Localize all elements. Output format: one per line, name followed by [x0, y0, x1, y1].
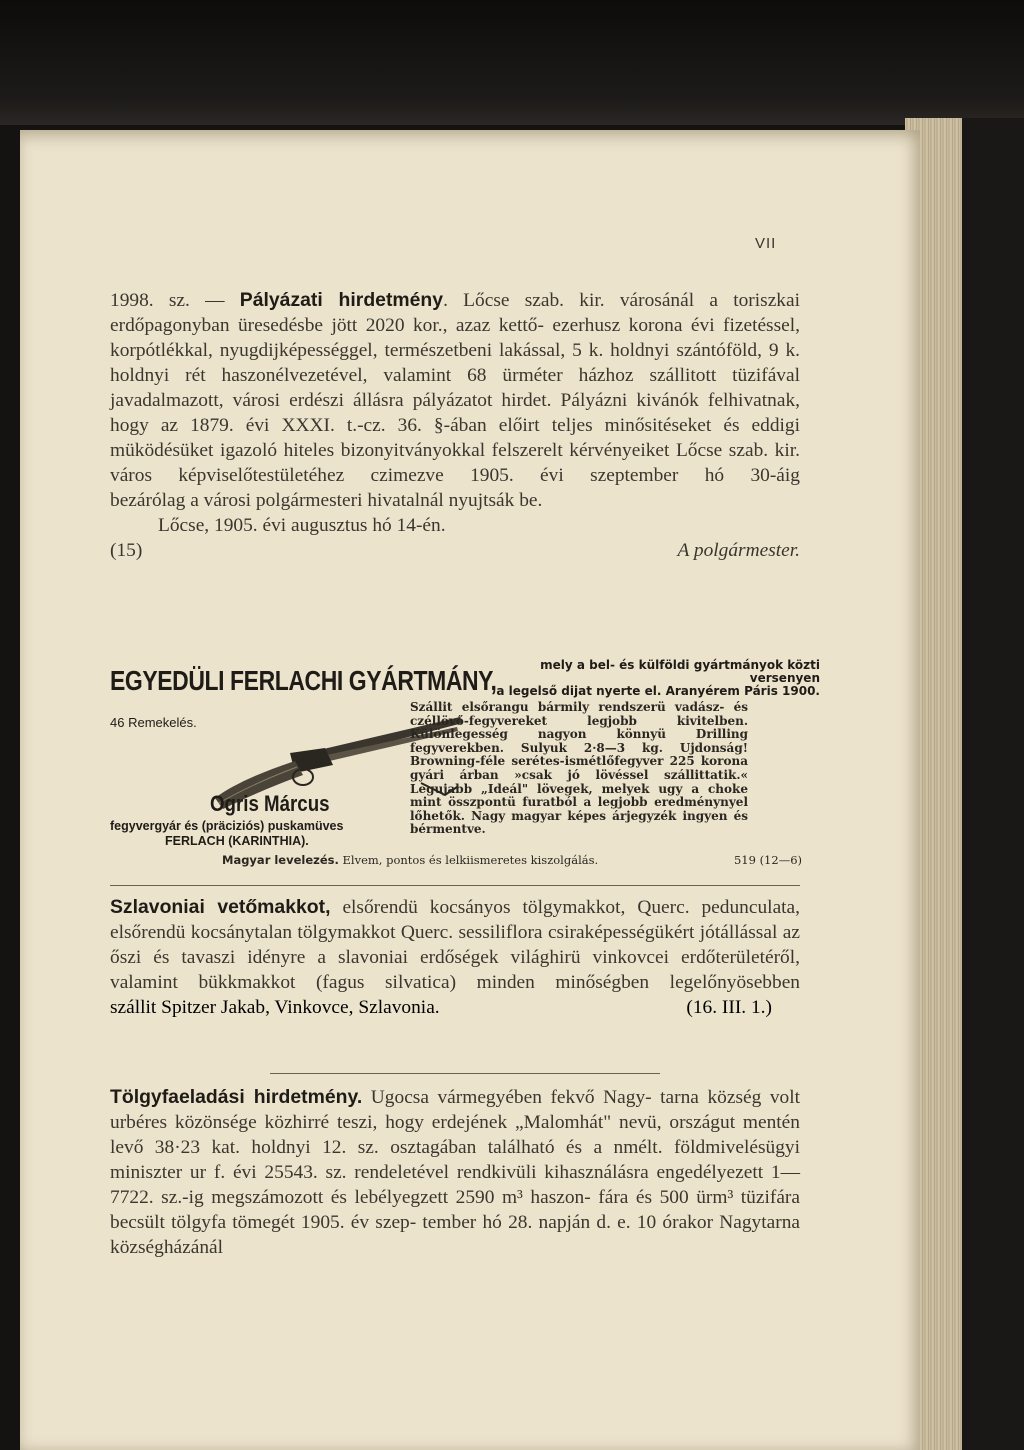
book-page — [20, 130, 920, 1450]
notice1-line: javadalmazott, városi erdészi állásra pályázatot hirdet. Pályázni — [110, 390, 628, 411]
notice3-line: tarna község volt urbéres közönsége közhirré teszi, hogy erdejének — [110, 1087, 800, 1133]
notice2-paragraph — [110, 895, 800, 995]
notice2-line: a slavoniai erdőségek világhirü vinkovcei erdőterületéről, valamint — [110, 947, 800, 993]
notice1-line: előirt teljes minősitéseket és eddigi müködésüket igazoló hiteles — [110, 415, 800, 461]
ad-footer-bold: Magyar levelezés. — [222, 853, 339, 867]
notice1-number: 1998. sz. — — [110, 290, 225, 311]
notice1-signature: A polgármester. — [677, 540, 800, 561]
notice1-line: bizonyitványokkal felszerelt kérvényeiket Lőcse szab. kir. város — [110, 440, 800, 486]
notice3-line: tember hó 28. napján d. e. 10 órakor Nagytarna községházánál — [110, 1212, 800, 1258]
notice2-ref: (16. III. 1.) — [686, 997, 772, 1018]
scan-background — [0, 0, 1024, 125]
notice3-line: 25543. sz. rendeletével rendkivüli kihasználásra engedélyezett — [264, 1162, 764, 1183]
notice1-line: kivánók felhivatnak, hogy az 1879. évi XXXI. t.-cz. 36. §-ában — [110, 390, 800, 436]
ad-title: EGYEDÜLI FERLACHI GYÁRTMÁNY, — [110, 665, 497, 696]
notice2-line: bükkmakkot (fagus silvatica) minden minőségben legelőnyösebben — [198, 972, 800, 993]
notice3-line: 1—7722. sz.-ig megszámozott és lebélyegzett 2590 m³ haszon- — [110, 1162, 800, 1208]
notice2-last-line: szállit Spitzer Jakab, Vinkovce, Szlavonia. — [110, 997, 440, 1018]
ad-footer-text: Elvem, pontos és lelkiismeretes kiszolgálás. — [342, 853, 599, 867]
notice1-line: Lőcse szab. kir. városánál — [463, 290, 695, 311]
ad-side-text — [495, 659, 820, 698]
notice2-heading: Szlavoniai vetőmakkot, — [110, 896, 331, 918]
notice1-line: ezerhusz korona évi fizetéssel, korpótlékkal, nyugdijképességgel, — [110, 315, 800, 361]
ad-footer-ref: 519 (12—6) — [733, 853, 802, 867]
divider-rule — [110, 885, 800, 886]
notice1-ref: (15) — [110, 540, 143, 561]
ad-footer — [222, 853, 802, 867]
notice-tolgyfaeladasi — [110, 1085, 800, 1260]
notice2-last-row — [110, 995, 800, 1020]
ad-side-line: mely a bel- és külföldi gyártmányok közti versenyen — [540, 658, 820, 685]
notice1-paragraph: 1998. sz. — Pályázati hirdetmény. Lőcse szab. kir. városánál a toriszkai erdőpagonyban üresedésbe jött 2020 kor., azaz kettő- ezerhusz korona évi fizetéssel, korpótlékkal, nyugdijképességgel, természetbeni lakással, 5 k. holdnyi szántóföld, 9 k. holdnyi rét haszonélvezetével, valamint 68 ürméter házhoz szállitott tüzifával javadalmazott, városi erdészi állásra pályázatot hirdet. Pályázni kivánók felhivatnak, hogy az 1879. évi XXXI. t.-cz. 36. §-ában előirt teljes minősitéseket és eddigi müködésüket igazoló hiteles bizonyitványokkal felszerelt kérvényeiket Lőcse szab. kir. város képviselőtestületéhez czimezve 1905. évi szeptember hó 30-áig bezárólag a városi polgármesteri hivatalnál nyujtsák be. — [110, 289, 800, 511]
notice3-paragraph — [110, 1085, 800, 1260]
notice3-line: Ugocsa vármegyében fekvő Nagy- — [370, 1087, 652, 1108]
notice1-line: a toriszkai erdőpagonyban üresedésbe jött 2020 kor., azaz kettő- — [110, 290, 800, 336]
notice2-line: elsőrendü kocsányos tölgymakkot, — [342, 897, 626, 918]
notice3-heading: Tölgyfaeladási hirdetmény. — [110, 1086, 363, 1108]
notice1-line: képviselőtestületéhez czimezve 1905. évi szeptember hó 30-áig — [178, 465, 800, 486]
ad-maker-sub1: fegyvergyár és (präciziós) puskamüves — [110, 819, 344, 833]
ad-remek: 46 Remekelés. — [110, 715, 197, 730]
notice1-line: természetbeni lakással, 5 k. holdnyi szántóföld, 9 k. holdnyi rét — [110, 340, 800, 386]
notice3-line: „Malomhát" nevü, országut mentén levő 38·23 kat. holdnyi 12. sz. — [110, 1112, 800, 1158]
notice1-signature-row — [110, 538, 800, 563]
notice3-line: osztagában található és a nmélt. földmivelésügyi miniszter ur f. évi — [110, 1137, 800, 1183]
ad-maker-sub2: FERLACH (KARINTHIA). — [165, 834, 309, 848]
ad-side-line: a legelső dijat nyerte el. Aranyérem Páris 1900. — [496, 684, 820, 698]
scan-right-background — [962, 118, 1024, 1450]
notice1-line: bezárólag a városi polgármesteri hivatalnál nyujtsák be. — [110, 490, 543, 511]
page-number: VII — [755, 235, 777, 252]
notice1-date: Lőcse, 1905. évi augusztus hó 14-én. — [158, 515, 446, 536]
divider-rule-short — [270, 1073, 660, 1074]
notice1-heading: Pályázati hirdetmény — [239, 289, 444, 311]
notice-palyazati — [110, 288, 800, 563]
notice1-line: haszonélvezetével, valamint 68 ürméter házhoz szállitott tüzifával — [221, 365, 800, 386]
ad-body-text: Szállit elsőrangu bármily rendszerü vadász- és czéllövő-fegyvereket legjobb kivitelben. Különlegesség nagyon könnyü Drilling fegyverekben. Sulyuk 2·8—3 kg. Ujdonság! Browning-féle serétes-ismétlőfegyver 225 korona gyári árban »csak jó lövéssel szállittatik.« Legujabb „Ideál" lövegek, melyek ugy a choke mint összpontü furatból a legjobb eredménynyel lőhetők. Nagy magyar képes árjegyzék ingyen és bérmentve. — [410, 700, 748, 837]
notice2-line: Querc. pedunculata, elsőrendü kocsánytalan tölgymakkot Querc. — [110, 897, 801, 943]
ad-maker-name: Ogris Márcus — [210, 791, 330, 816]
notice2-line: sessiliflora csiraképességükért jótállással az őszi és tavaszi idényre — [110, 922, 800, 968]
ferlach-advertisement — [110, 653, 820, 883]
notice-vetomakk — [110, 895, 800, 1020]
notice3-line: fára és 500 ürm³ tüzifára becsült tölgyfa tömegét 1905. év szep- — [110, 1187, 800, 1233]
